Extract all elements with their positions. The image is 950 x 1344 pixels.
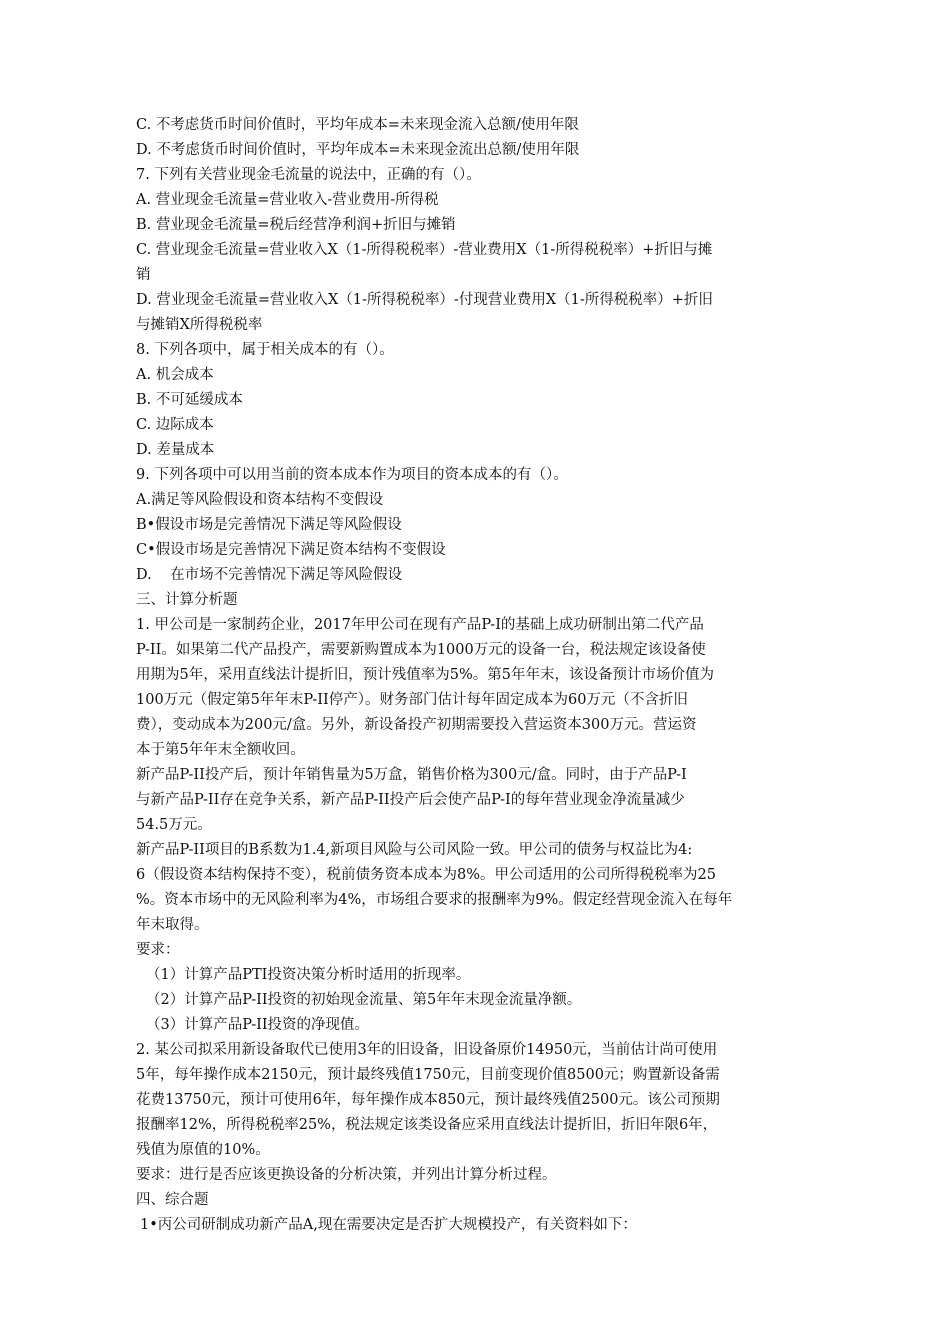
problem-1-text: 新产品P-II投产后，预计年销售量为5万盒，销售价格为300元/盒。同时，由于产品P-I [136, 767, 687, 783]
question-8: 8. 下列各项中，属于相关成本的有（）。 [136, 342, 394, 358]
problem-1-text: 费），变动成本为200元/盒。另外，新设备投产初期需要投入营运资本300万元。营运资 [136, 717, 697, 733]
q7-option-c: C. 营业现金毛流量=营业收入X（1-所得税税率）-营业费用X（1-所得税税率）+折旧与摊 [136, 242, 713, 258]
requirements-label: 要求： [136, 942, 180, 958]
q8-option-b: B. 不可延缓成本 [136, 392, 243, 408]
problem-2-text: 报酬率12%，所得税税率25%，税法规定该类设备应采用直线法计提折旧，折旧年限6年， [136, 1117, 718, 1133]
q9-option-d: D. 在市场不完善情况下满足等风险假设 [136, 567, 403, 583]
problem-2-text: 5年，每年操作成本2150元，预计最终残值1750元，目前变现价值8500元；购置新设备需 [136, 1067, 720, 1083]
problem-2-text: 残值为原值的10%。 [136, 1142, 270, 1158]
section-heading-comprehensive: 四、综合题 [136, 1192, 209, 1208]
problem-1-text: 新产品P-II项目的B系数为1.4,新项目风险与公司风险一致。甲公司的债务与权益比为4: [136, 842, 693, 858]
problem-1-text: 与新产品P-II存在竞争关系，新产品P-II投产后会使产品P-I的每年营业现金净流量减少 [136, 792, 685, 808]
problem-1-text: 54.5万元。 [136, 817, 212, 833]
problem-1-text: P-II。如果第二代产品投产，需要新购置成本为1000万元的设备一台，税法规定该设备使 [136, 642, 706, 658]
problem-1-text: 6（假设资本结构保持不变），税前债务资本成本为8%。甲公司适用的公司所得税税率为25 [136, 867, 716, 883]
q7-option-a: A. 营业现金毛流量=营业收入-营业费用-所得税 [136, 192, 439, 208]
question-9: 9. 下列各项中可以用当前的资本成本作为项目的资本成本的有（）。 [136, 467, 568, 483]
option-d-text: D. 不考虑货币时间价值时，平均年成本=未来现金流出总额/使用年限 [136, 142, 580, 158]
problem-1-text: 年末取得。 [136, 917, 209, 933]
section-heading-calculation: 三、计算分析题 [136, 592, 238, 608]
problem-2-text: 花费13750元，预计可使用6年，每年操作成本850元，预计最终残值2500元。该公司预期 [136, 1092, 720, 1108]
problem-1-text: 100万元（假定第5年年末P-II停产）。财务部门估计每年固定成本为60万元（不含折旧 [136, 692, 688, 708]
q8-option-d: D. 差量成本 [136, 442, 215, 458]
q7-option-d-cont: 与摊销X所得税税率 [136, 317, 263, 333]
problem-1-text: 本于第5年年末全额收回。 [136, 742, 305, 758]
q9-option-c: C•假设市场是完善情况下满足资本结构不变假设 [136, 542, 446, 558]
requirement-item: （2）计算产品P-II投资的初始现金流量、第5年年末现金流量净额。 [146, 992, 582, 1008]
q9-option-b: B•假设市场是完善情况下满足等风险假设 [136, 517, 402, 533]
q8-option-c: C. 边际成本 [136, 417, 214, 433]
document-page [136, 113, 812, 1238]
q7-option-c-cont: 销 [136, 267, 151, 283]
q7-option-d: D. 营业现金毛流量=营业收入X（1-所得税税率）-付现营业费用X（1-所得税税率）+折旧 [136, 292, 713, 308]
requirement-item: （3）计算产品P-II投资的净现值。 [146, 1017, 370, 1033]
problem-2-text: 2. 某公司拟采用新设备取代已使用3年的旧设备，旧设备原价14950元，当前估计尚可使用 [136, 1042, 718, 1058]
requirement-item: （1）计算产品PTI投资决策分析时适用的折现率。 [146, 967, 471, 983]
comprehensive-problem-1: 1•丙公司研制成功新产品A,现在需要决定是否扩大规模投产，有关资料如下： [140, 1217, 637, 1233]
question-7: 7. 下列有关营业现金毛流量的说法中，正确的有（）。 [136, 167, 481, 183]
problem-1-text: %。资本市场中的无风险利率为4%，市场组合要求的报酬率为9%。假定经营现金流入在每年 [136, 892, 733, 908]
q8-option-a: A. 机会成本 [136, 367, 214, 383]
q7-option-b: B. 营业现金毛流量=税后经营净利润+折旧与摊销 [136, 217, 456, 233]
problem-1-text: 1. 甲公司是一家制药企业，2017年甲公司在现有产品P-I的基础上成功研制出第二代产品 [136, 617, 704, 633]
problem-1-text: 用期为5年，采用直线法计提折旧，预计残值率为5%。第5年年末，该设备预计市场价值为 [136, 667, 714, 683]
option-c-text: C. 不考虑货币时间价值时，平均年成本=未来现金流入总额/使用年限 [136, 117, 579, 133]
q9-option-a: A.满足等风险假设和资本结构不变假设 [136, 492, 384, 508]
problem-2-requirement: 要求：进行是否应该更换设备的分析决策，并列出计算分析过程。 [136, 1167, 557, 1183]
